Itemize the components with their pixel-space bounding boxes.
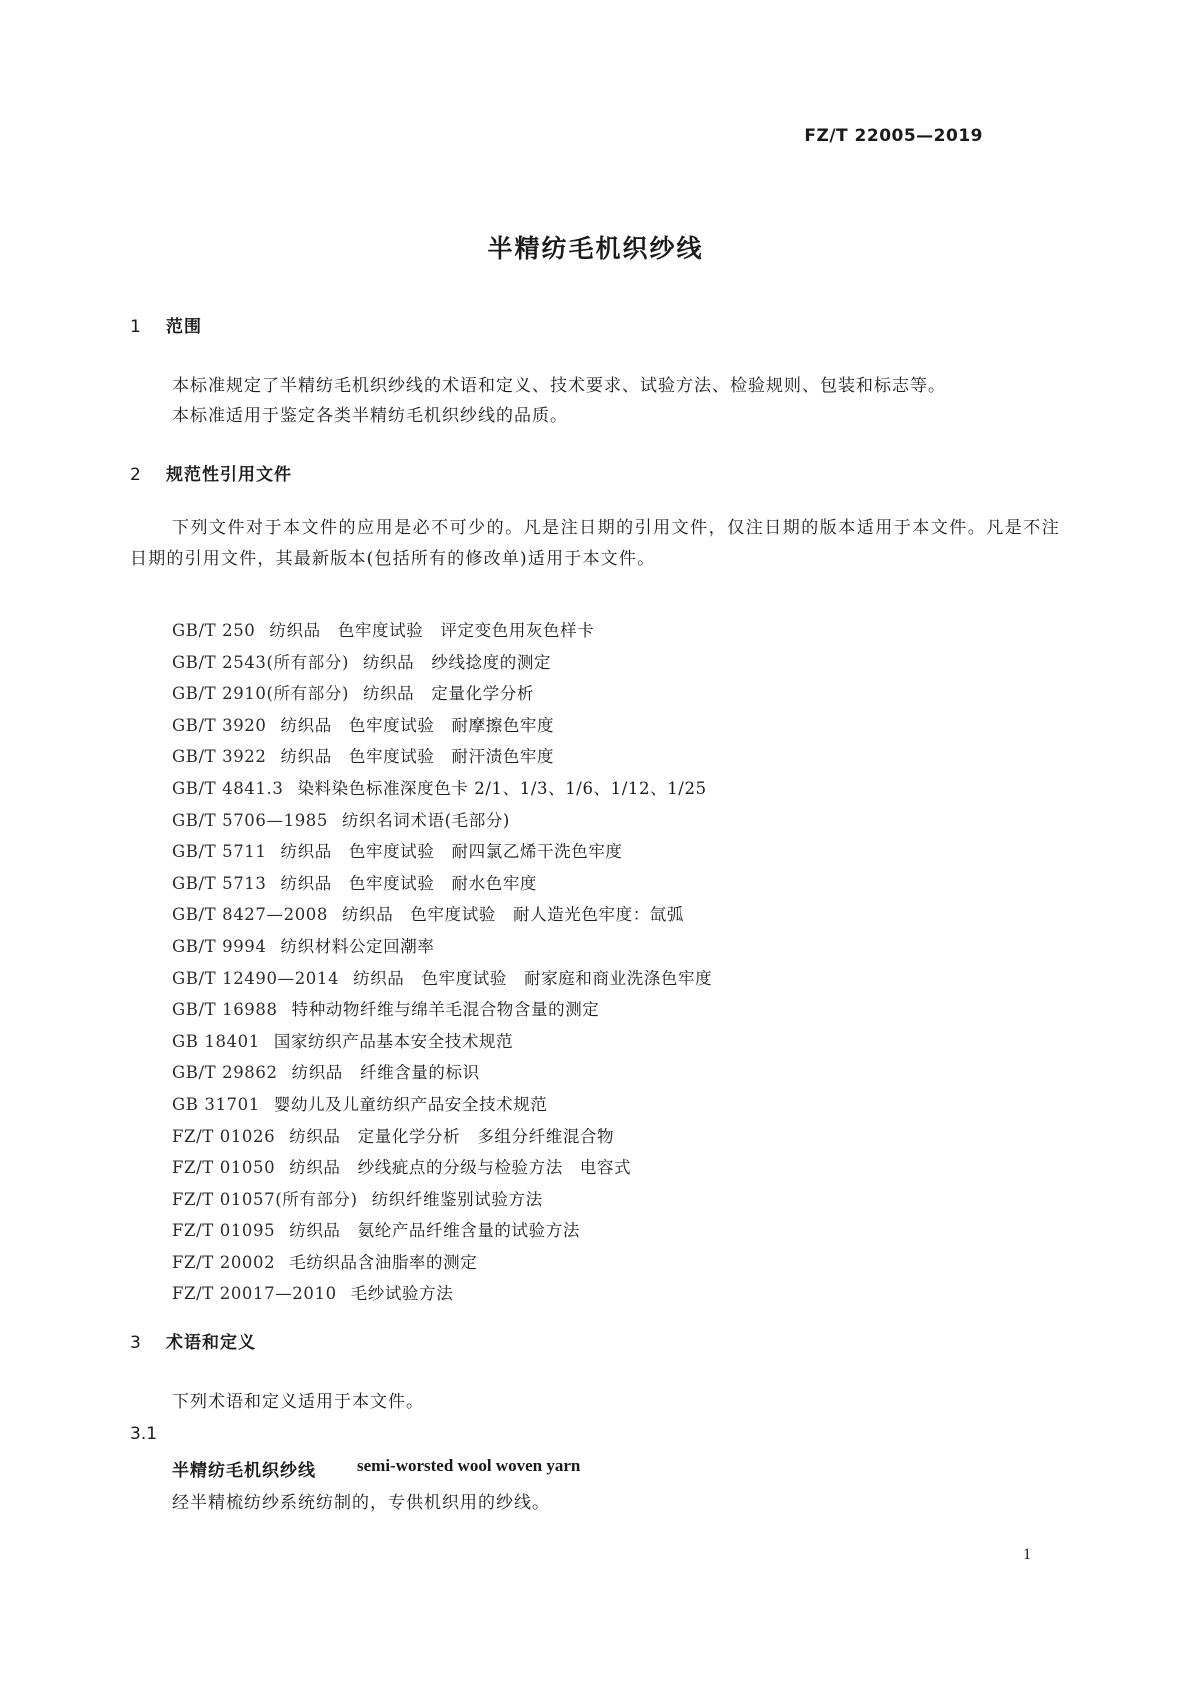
reference-title: 纺织品 色牢度试验 耐四氯乙烯干洗色牢度 — [280, 842, 623, 862]
reference-item — [172, 1184, 712, 1216]
reference-item — [172, 899, 712, 931]
reference-title: 婴幼儿及儿童纺织产品安全技术规范 — [273, 1094, 548, 1114]
reference-code: FZ/T 01095 — [172, 1221, 276, 1241]
reference-code: GB/T 12490—2014 — [172, 968, 340, 988]
reference-title: 纺织品 定量化学分析 — [362, 684, 534, 704]
reference-code: GB/T 3922 — [172, 747, 267, 767]
section-1-number: 1 — [130, 317, 142, 337]
section-2-heading — [130, 460, 292, 485]
reference-item — [172, 963, 712, 995]
term-english: semi-worsted wool woven yarn — [357, 1456, 581, 1475]
reference-item — [172, 678, 712, 710]
reference-title: 纺织品 色牢度试验 评定变色用灰色样卡 — [269, 621, 595, 640]
reference-title: 纺织品 色牢度试验 耐汗渍色牢度 — [280, 747, 555, 767]
reference-code: GB/T 29862 — [172, 1063, 278, 1083]
page-number: 1 — [1023, 1546, 1031, 1563]
standard-code: FZ/T 22005—2019 — [804, 126, 983, 146]
reference-item — [172, 615, 712, 647]
section-1-heading — [130, 312, 202, 337]
reference-title: 纺织品 纤维含量的标识 — [291, 1063, 480, 1083]
reference-code: GB/T 250 — [172, 621, 256, 640]
reference-title: 纺织品 色牢度试验 耐人造光色牢度：氙弧 — [342, 905, 684, 925]
reference-item — [172, 1121, 712, 1153]
section-3-heading — [130, 1328, 256, 1353]
reference-title: 毛纱试验方法 — [350, 1284, 454, 1304]
reference-item — [172, 1152, 712, 1184]
reference-code: GB 18401 — [172, 1031, 260, 1051]
reference-item — [172, 868, 712, 900]
reference-title: 毛纺织品含油脂率的测定 — [289, 1252, 478, 1272]
reference-code: GB/T 3920 — [172, 715, 267, 735]
reference-code: GB/T 2910(所有部分) — [172, 684, 349, 704]
reference-code: FZ/T 20002 — [172, 1252, 276, 1272]
reference-item — [172, 1089, 712, 1121]
reference-code: GB/T 5711 — [172, 842, 267, 862]
section-2-number: 2 — [130, 465, 142, 485]
reference-title: 纺织品 纱线疵点的分级与检验方法 电容式 — [289, 1158, 632, 1178]
reference-item — [172, 741, 712, 773]
reference-code: GB/T 2543(所有部分) — [172, 652, 349, 672]
reference-item — [172, 1247, 712, 1279]
reference-item — [172, 773, 712, 805]
reference-title: 染料染色标准深度色卡 2/1、1/3、1/6、1/12、1/25 — [297, 778, 707, 798]
reference-code: FZ/T 20017—2010 — [172, 1284, 337, 1304]
reference-title: 纺织品 色牢度试验 耐家庭和商业洗涤色牢度 — [353, 968, 713, 988]
reference-code: FZ/T 01050 — [172, 1158, 276, 1178]
reference-title: 纺织品 纱线捻度的测定 — [362, 652, 552, 672]
section-1-title: 范围 — [166, 317, 202, 337]
reference-item — [172, 1278, 712, 1310]
reference-item — [172, 994, 712, 1026]
reference-code: FZ/T 01057(所有部分) — [172, 1189, 358, 1209]
section-2-intro: 下列文件对于本文件的应用是必不可少的。凡是注日期的引用文件，仅注日期的版本适用于本文件。凡是不注日期的引用文件，其最新版本(包括所有的修改单)适用于本文件。 — [130, 518, 1060, 569]
section-1-paragraph-1: 本标准规定了半精纺毛机织纱线的术语和定义、技术要求、试验方法、检验规则、包装和标志等。 — [172, 376, 946, 396]
section-3-number: 3 — [130, 1333, 142, 1353]
reference-title: 纺织纤维鉴别试验方法 — [371, 1189, 543, 1209]
reference-item — [172, 836, 712, 868]
term-chinese: 半精纺毛机织纱线 — [172, 1461, 316, 1481]
section-2-title: 规范性引用文件 — [166, 465, 292, 485]
reference-title: 国家纺织产品基本安全技术规范 — [273, 1031, 514, 1051]
section-3-intro: 下列术语和定义适用于本文件。 — [172, 1392, 424, 1412]
section-3-title: 术语和定义 — [166, 1333, 256, 1353]
section-1-paragraph-2: 本标准适用于鉴定各类半精纺毛机织纱线的品质。 — [172, 406, 568, 426]
reference-list — [172, 615, 712, 1310]
reference-title: 特种动物纤维与绵羊毛混合物含量的测定 — [291, 1000, 600, 1020]
reference-item — [172, 710, 712, 742]
reference-item — [172, 1215, 712, 1247]
reference-code: GB/T 9994 — [172, 936, 267, 956]
reference-code: GB 31701 — [172, 1094, 260, 1114]
reference-item — [172, 1057, 712, 1089]
reference-code: FZ/T 01026 — [172, 1126, 276, 1146]
reference-item — [172, 1026, 712, 1058]
document-title: 半精纺毛机织纱线 — [487, 234, 704, 263]
reference-title: 纺织材料公定回潮率 — [280, 936, 435, 956]
reference-title: 纺织品 定量化学分析 多组分纤维混合物 — [289, 1126, 615, 1146]
reference-code: GB/T 4841.3 — [172, 778, 284, 798]
reference-code: GB/T 16988 — [172, 1000, 278, 1020]
reference-code: GB/T 5713 — [172, 873, 267, 893]
reference-title: 纺织品 氨纶产品纤维含量的试验方法 — [289, 1221, 580, 1241]
reference-item — [172, 805, 712, 837]
term-definition: 经半精梳纺纱系统纺制的，专供机织用的纱线。 — [172, 1493, 550, 1513]
reference-title: 纺织品 色牢度试验 耐水色牢度 — [280, 873, 538, 893]
reference-item — [172, 931, 712, 963]
clause-number: 3.1 — [130, 1424, 158, 1444]
reference-title: 纺织名词术语(毛部分) — [342, 810, 510, 830]
reference-title: 纺织品 色牢度试验 耐摩擦色牢度 — [280, 715, 555, 735]
reference-code: GB/T 5706—1985 — [172, 810, 328, 830]
reference-item — [172, 647, 712, 679]
reference-code: GB/T 8427—2008 — [172, 905, 328, 925]
